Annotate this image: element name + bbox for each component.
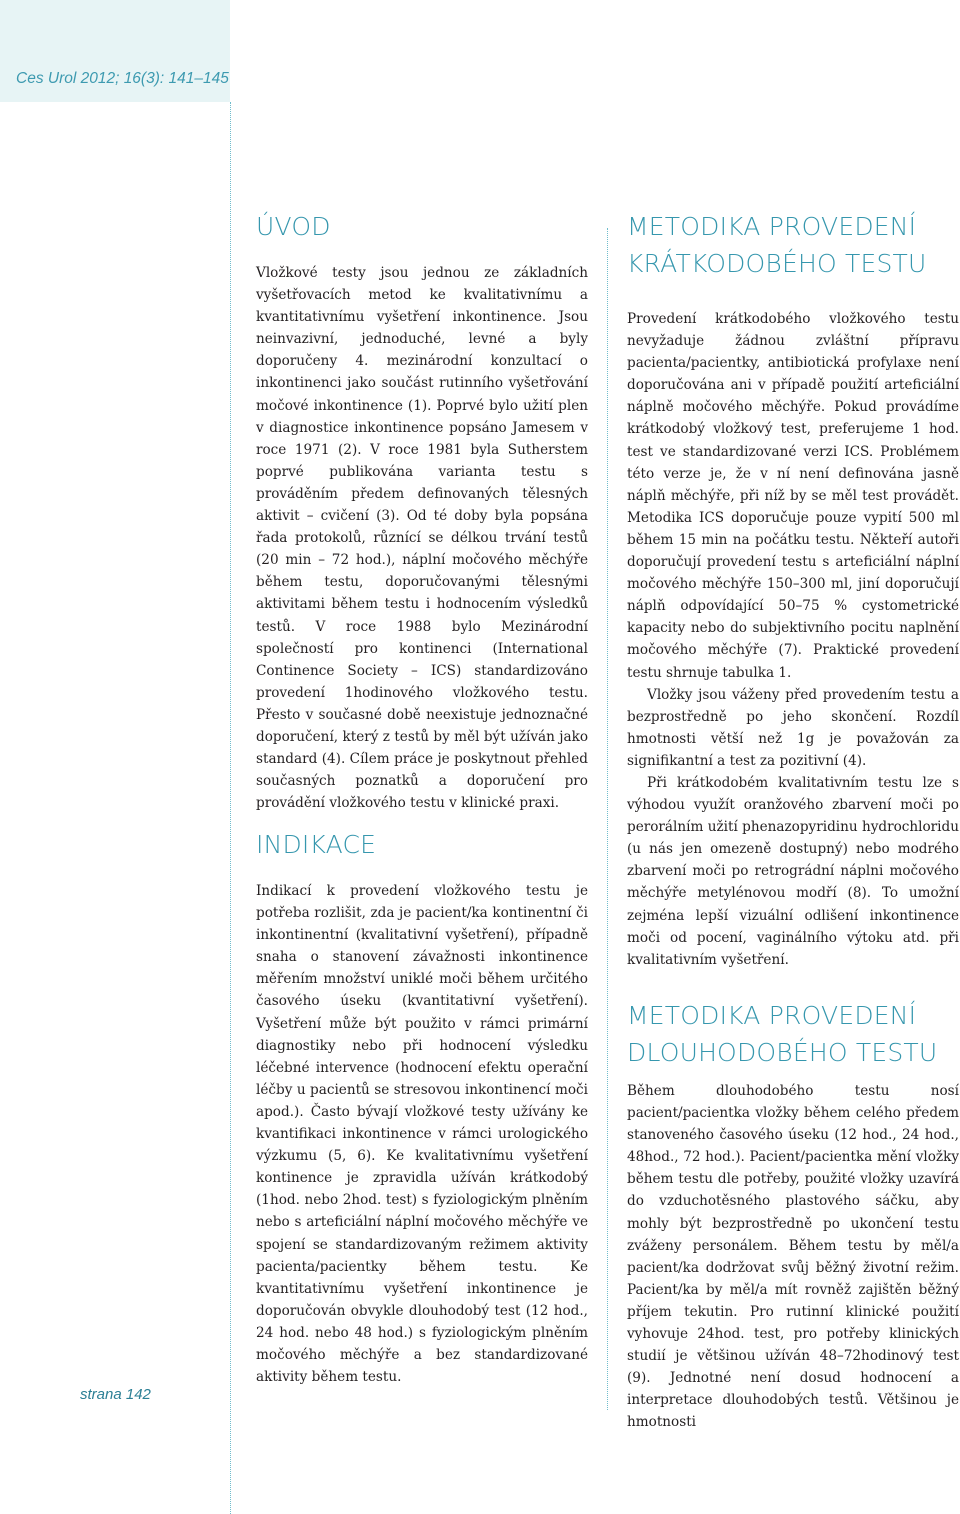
paragraph: Provedení krátkodobého vložkového testu nevyžaduje žádnou zvláštní přípravu pacienta/pacientky, antibiotická profylaxe není doporučována ani v případě použití arteficiální náplně močového měchýře. Pokud provádíme krátkodobý vložkový test, preferujeme 1 hod. test ve standardizované verzi ICS. Problémem této verze je, že v ní není definována jasně náplň měchýře, při níž by se měl test provádět. Metodika ICS doporučuje pouze vypití 500 ml během 15 min na počátku testu. Někteří autoři doporučují provedení testu s arteficiální náplní močového měchýře 150–300 ml, jiní doporučují náplň odpovídající 50–75 % cystometrické kapacity nebo do subjektivního pocitu naplnění močového měchýře (7). Praktické provedení testu shrnuje tabulka 1. [627,311,959,681]
column-divider [607,228,608,1410]
section-heading-kratkodoby-line1: METODIKA PROVEDENÍ [627,212,917,241]
section-heading-kratkodoby-line2: KRÁTKODOBÉHO TESTU [627,249,927,278]
paragraph: Vložky jsou váženy před provedením testu a bezprostředně po jeho skončení. Rozdíl hmotnosti větší než 1g je považován za signifikantní a test za pozitivní (4). [627,686,959,769]
paragraph: Během dlouhodobého testu nosí pacient/pacientka vložky během celého předem stanoveného časového úseku (12 hod., 24 hod., 48hod., 72 hod.). Pacient/pacientka mění vložky během testu dle potřeby, použité vložky uzavírá do vzduchotěsného plastového sáčku, aby mohly být bezprostředně po ukončení testu zváženy personálem. Během testu by měl/a pacient/ka dodržovat svůj běžný životní režim. Pacient/ka by měl/a mít rovněž zajištěn běžný příjem tekutin. Pro rutinní klinické použití vyhovuje 24hod. test, pro potřeby klinických studií je většinou užíván 48–72hodinový test (9). Jednotné není dosud hodnocení a interpretace dlouhodobých testů. Většinou je hmotnosti [627,1083,959,1431]
paragraph: Indikací k provedení vložkového testu je potřeba rozlišit, zda je pacient/ka kontinentní či inkontinentní (kvalitativní vyšetření), případně snaha o stanovení závažnosti inkontinence měřením množství uniklé moči během určitého časového úseku (kvantitativní vyšetření). Vyšetření může být použito v rámci primární diagnostiky nebo při hodnocení výsledku léčebné intervence (hodnocení efektu operační léčby u pacientů se stresovou inkontinencí moči apod.). Často bývají vložkové testy užívány ke kvantifikaci inkontinence v rámci urologického výzkumu (5, 6). Ke kvalitativnímu vyšetření kontinence je zpravidla užíván krátkodobý (1hod. nebo 2hod. test) s fyziologickým plněním nebo s arteficiální náplní močového měchýře ve spojení se standardizovaným režimem aktivity pacienta/pacientky během testu. Ke kvantitativnímu vyšetření inkontinence je doporučován obvykle dlouhodobý test (12 hod., 24 hod. nebo 48 hod.) s fyziologickým plněním močového měchýře a bez standardizované aktivity během testu. [256,883,588,1386]
margin-rule [230,102,231,1514]
section-body-kratkodoby [627,308,959,971]
section-heading-indikace: INDIKACE [256,830,377,859]
section-body-uvod [256,262,588,814]
section-heading-uvod: ÚVOD [256,212,331,241]
page-number: strana 142 [80,1386,151,1403]
section-heading-dlouhodoby-line1: METODIKA PROVEDENÍ [627,1001,917,1030]
section-body-indikace [256,880,588,1388]
section-body-dlouhodoby [627,1080,959,1434]
journal-reference: Ces Urol 2012; 16(3): 141–145 [16,70,229,87]
paragraph: Vložkové testy jsou jednou ze základních vyšetřovacích metod ke kvalitativnímu a kvantitativnímu vyšetření inkontinence. Jsou neinvazivní, jednoduché, levné a byly doporučeny 4. mezinárodní konzultací o inkontinenci jako součást rutinního vyšetřování močové inkontinence (1). Poprvé bylo užití plen v diagnostice inkontinence popsáno Jamesem v roce 1971 (2). V roce 1981 byla Sutherstem poprvé publikována varianta testu s prováděním předem definovaných tělesných aktivit – cvičení (3). Od té doby byla popsána řada protokolů, různící se délkou trvání testů (20 min – 72 hod.), náplní močového měchýře během testu, doporučovanými tělesnými aktivitami během testu i hodnocením výsledků testů. V roce 1988 bylo Mezinárodní společností pro kontinenci (International Continence Society – ICS) standardizováno provedení 1hodinového vložkového testu. Přesto v současné době neexistuje jednoznačné doporučení, který z testů by měl být užíván jako standard (4). Cílem práce je poskytnout přehled současných poznatků a doporučení pro provádění vložkového testu v klinické praxi. [256,265,588,812]
running-head-band [0,0,230,102]
section-heading-dlouhodoby-line2: DLOUHODOBÉHO TESTU [627,1038,938,1067]
paragraph: Při krátkodobém kvalitativním testu lze s výhodou využít oranžového zbarvení moči po perorálním užití phenazopyridinu hydrochloridu (u nás jen omezeně dostupný) nebo modrého zbarvení moči po retrográdní náplni močového měchýře metylénovou modří (8). To umožní zejména lepší vizuální odlišení inkontinence moči od pocení, vaginálního výtoku atd. při kvalitativním vyšetření. [627,774,959,968]
